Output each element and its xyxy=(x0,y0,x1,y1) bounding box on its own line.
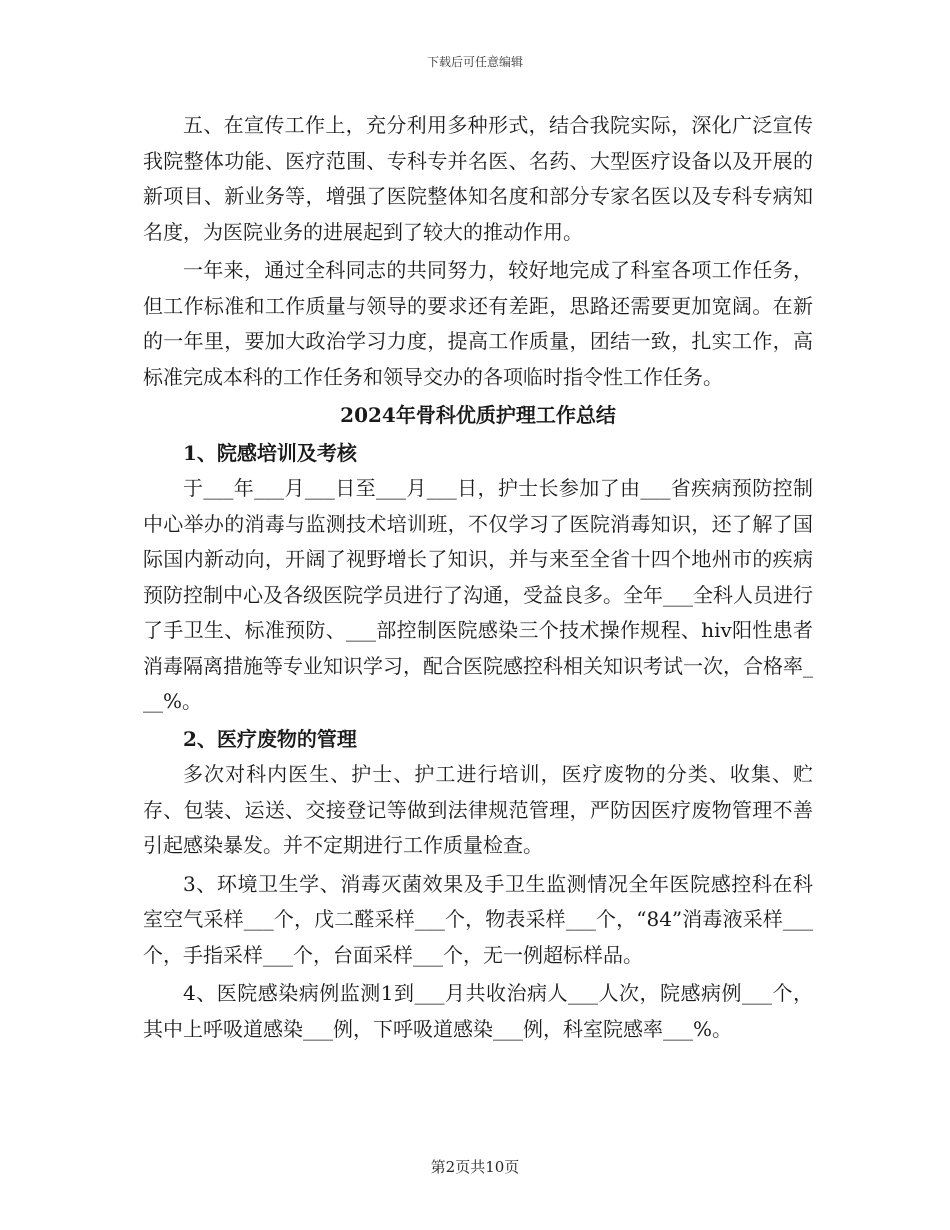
paragraph-medical-waste: 多次对科内医生、护士、护工进行培训，医疗废物的分类、收集、贮存、包装、运送、交接登记等做到法律规范管理，严防因医疗废物管理不善引起感染暴发。并不定期进行工作质量检查。 xyxy=(143,762,813,857)
section-heading-infection-training: 1、院感培训及考核 xyxy=(183,440,357,465)
paragraph-infection-training: 于___年___月___日至___月___日，护士长参加了由___省疾病预防控制中心举办的消毒与监测技术培训班，不仅学习了医院消毒知识，还了解了国际国内新动向，开阔了视野增长了知识，并与来至全省十四个地州市的疾病预防控制中心及各级医院学员进行了沟通，受益良多。全年___全科人员进行了手卫生、标准预防、___部控制医院感染三个技术操作规程、hiv阳性患者消毒隔离措施等专业知识学习，配合医院感控科相关知识考试一次，合格率___%。 xyxy=(143,476,813,713)
page-footer: 第2页共10页 xyxy=(430,1158,520,1176)
section-heading-medical-waste: 2、医疗废物的管理 xyxy=(183,726,357,751)
document-body xyxy=(143,108,813,1047)
paragraph-year-summary: 一年来，通过全科同志的共同努力，较好地完成了科室各项工作任务，但工作标准和工作质量与领导的要求还有差距，思路还需要更加宽阔。在新的一年里，要加大政治学习力度，提高工作质量，团结一致，扎实工作，高标准完成本科的工作任务和领导交办的各项临时指令性工作任务。 xyxy=(143,258,813,389)
page-header: 下载后可任意编辑 xyxy=(426,55,523,69)
document-title: 2024年骨科优质护理工作总结 xyxy=(340,403,616,427)
paragraph-infection-cases: 4、医院感染病例监测1到___月共收治病人___人次，院感病例___个，其中上呼吸道感染___例，下呼吸道感染___例，科室院感率___%。 xyxy=(143,981,813,1041)
paragraph-hygiene-monitoring: 3、环境卫生学、消毒灭菌效果及手卫生监测情况全年医院感控科在科室空气采样___个，戊二醛采样___个，物表采样___个，“84”消毒液采样___个，手指采样___个，台面采样___个，无一例超标样品。 xyxy=(143,871,813,967)
paragraph-publicity: 五、在宣传工作上，充分利用多种形式，结合我院实际，深化广泛宣传我院整体功能、医疗范围、专科专并名医、名药、大型医疗设备以及开展的新项目、新业务等，增强了医院整体知名度和部分专家名医以及专科专病知名度，为医院业务的进展起到了较大的推动作用。 xyxy=(143,113,813,244)
